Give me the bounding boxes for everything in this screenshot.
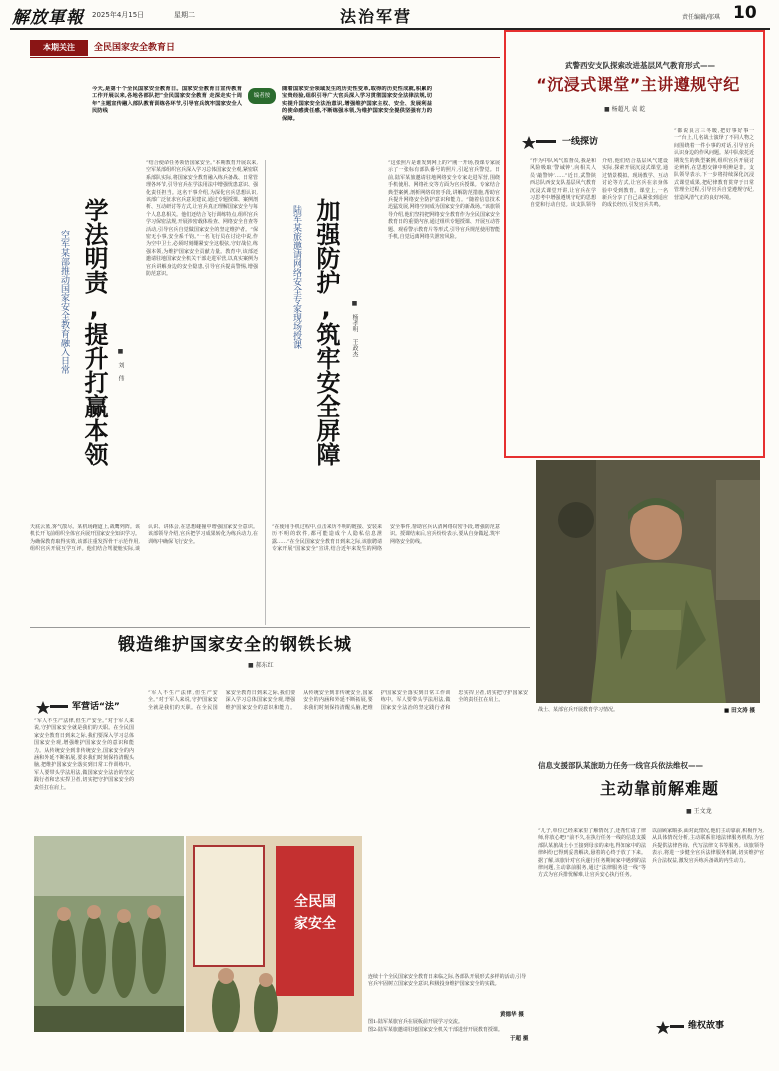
article2-title: 加强防护,筑牢安全屏障 xyxy=(312,198,340,466)
art3-photo-credit-2: 于超 摄 xyxy=(510,1036,529,1042)
intro-left: 今天,是第十个全民国家安全教育日。国家安全教育日宣传教育工作开展以来,各地各部队把“全民国家安全教育 走深走实十周年”主题宣传融入部队教育训练各环节,引导官兵筑牢国家安全人民防线 xyxy=(92,86,242,115)
article3-title: 锻造维护国家安全的钢铁长城 xyxy=(118,635,352,655)
sidebar-right: “都说良言三冬暖,把好事好事一一”台上,几名战士演绎了不同人物之间围绕着一件小事的对话,引导官兵认识身边的作风问题。某中队依托近期发生的典型案例,组织官兵开展讨论辨析,在思想交锋中明辨是非。支队领导表示,下一步将持续深化沉浸式课堂成果,把纪律教育贯穿于日常管理全过程,引导官兵自觉遵规守纪,营造风清气正的良好环境。 xyxy=(674,128,754,201)
group-photo xyxy=(34,836,184,1032)
star-icon-2 xyxy=(36,700,50,714)
section-title: 法治军营 xyxy=(340,7,413,26)
photo-caption: 战士、某部官兵开展教育学习情况。 xyxy=(538,707,619,713)
article1-subtitle: 空军某部推动国家安全教育融入日常 xyxy=(59,230,69,374)
subhead-bar xyxy=(50,705,68,708)
sidebar-section: 一线探访 xyxy=(562,137,599,147)
article1-lower: 天底云蓝,雾气散尽。某机场跑道上,战鹰列阵。该机长开飞前组织全体官兵展开国家安全知识学习。为确保教育取得实效,该部注重发挥骨干示范作用,组织官兵开展互学互评。他们结合驾驶舱实际,谈认识、讲体会,在思想碰撞中增强国家安全意识。该部领导介绍,官兵把学习成果转化为练兵动力,在训练中确保飞行安全。 xyxy=(30,524,258,553)
feature-underline xyxy=(30,57,500,58)
art3-caption-3: 图2:陆军某旅邀请驻地国家安全机关干部进营开展教育授课。 xyxy=(368,1027,503,1033)
article4-footer: 维权故事 xyxy=(688,1021,725,1031)
article4-author: ■ 王文龙 xyxy=(686,808,712,815)
article2-author: ■ 杨孝明 王政杰 xyxy=(351,300,358,357)
divider-art1-art2 xyxy=(265,160,266,625)
article4-lead: 信息支援部队某旅助力任务一线官兵依法维权—— xyxy=(538,761,703,770)
article4-body: “儿子,单位已经来家里了解情况了,还帮忙请了律师,你放心吧!”前不久,在执行任务一线的信息支援部队某旅战士小王接到母亲的来电,得知家中的法律纠纷已得到妥善解决,悬着的心终于放了下来。据了解,该旅针对官兵遂行任务期间家中遇到的法律问题,主动靠前服务,通过“法律服务进一线”等方式为官兵排忧解难,让官兵安心执行任务。 xyxy=(538,828,646,879)
masthead xyxy=(0,0,779,30)
sidebar-title: “沉浸式课堂”主讲遵规守纪 xyxy=(536,75,740,94)
star-icon xyxy=(522,135,536,149)
newspaper-logo: 解放軍報 xyxy=(12,8,84,28)
article1-title: 学法明责,提升打赢本领 xyxy=(80,198,108,466)
article4-title: 主动靠前解难题 xyxy=(600,779,720,798)
section-bar xyxy=(536,140,556,143)
article2-lower: “在使用手机过程中,点击来历不明的链接、安装来历不明的软件,都可能造成个人隐私信息泄露……”在全民国家安全教育日到来之际,该旅聘请专家开展“国家安全”宣讲,结合近年来发生的网络安全事件,帮助官兵认清网络窃密手段,增强防范意识。授课结束后,官兵纷纷表示,要从自身做起,筑牢网络安全防线。 xyxy=(272,524,500,553)
svg-text:全民国: 全民国 xyxy=(294,894,336,910)
intro-right: 随着国家安全领域发生的历史性变革,取得的历史性成就,积累的宝贵经验,组织引导广大官兵深入学习贯彻国家安全法律法规,切实提升国家安全法治意识,增强维护国家主权、安全、发展利益的使命感责任感,不断练强本领,为维护国家安全提供坚强有力的保障。 xyxy=(282,86,432,122)
article3-columns: “军人不生产法律,但生产安全。”对于军人来说,守护国家安全就是我们的天职。在全民国家安全教育日到来之际,我们要深入学习总体国家安全观,增强维护国家安全的意识和能力。从传统安全到非传统安全,国家安全的内涵和外延不断拓展,要求我们时刻保持清醒头脑,把维护国家安全落实到日常工作训练中。军人要带头学法用法,做国家安全法治的坚定践行者和忠实捍卫者,切实把守护国家安全的责任扛在肩上。 xyxy=(148,690,528,711)
article3-author: ■ 郝东红 xyxy=(248,662,274,669)
art3-photo-caption: 连续十个全民国家安全教育日来临之际,各部队开展形式多样的活动,引导官兵牢固树立国家安全意识,积极投身维护国家安全的实践。 xyxy=(368,974,527,987)
article1-body: “结合使命任务领悟国家安全。”本期教育开展以来,空军某部组织官兵深入学习总体国家安全观,紧密联系部队实际,将国家安全教育融入练兵备战、日常管理各环节,引导官兵在学法用法中增强忧患意识、强化责任担当。这名干事介绍,为深化官兵思想认识,该部广泛征求官兵意见建议,通过专题授课、案例剖析、互动研讨等方式,让官兵真正理解国家安全与每个人息息相关。他们还结合飞行训练特点,组织官兵学习保密法规,开展涉密载体检查、网络安全自查等活动,引导官兵自觉做国家安全的坚定维护者。“保密无小事,安全系千钧。”一名飞行员在讨论中说,作为空中卫士,必须时刻绷紧安全这根弦,守好战位,练强本领,为维护国家安全贡献力量。教育中,该部还邀请驻地国家安全机关干部走进军营,以真实案例为官兵讲解身边的安全隐患,引导官兵提高警惕,增强防范意识。 xyxy=(146,160,258,278)
star-icon-3 xyxy=(656,1020,670,1034)
display-board-photo xyxy=(186,836,362,1032)
article3-body: “军人不生产法律,但生产安全。”对于军人来说,守护国家安全就是我们的天职。在全民国家安全教育日到来之际,我们要深入学习总体国家安全观,增强维护国家安全的意识和能力。从传统安全到非传统安全,国家安全的内涵和外延不断拓展,要求我们时刻保持清醒头脑,把维护国家安全落实到日常工作训练中。军人要带头学法用法,做国家安全法治的坚定践行者和忠实捍卫者,切实把守护国家安全的责任扛在肩上。 xyxy=(34,718,134,791)
feature-label: 本期关注 xyxy=(30,40,88,56)
article1-author: ■ 刘 伟 xyxy=(117,348,124,381)
issue-weekday: 星期二 xyxy=(174,11,195,19)
editor-note-badge: 编者按 xyxy=(248,88,276,104)
article3-subhead: 军营话“法” xyxy=(72,702,120,712)
sidebar-author: ■ 杨超凡 袁 乾 xyxy=(604,106,646,113)
article4-right: 以前顾家暇多,面对此情况,他们主动靠前,积极作为,从具体情况分析,主动联系驻地法律服务机构,为官兵提供法律咨询、代写法律文书等服务。该旅领导表示,将进一步健全官兵法律服务机制,切实维护官兵合法权益,激发官兵练兵备战的内生动力。 xyxy=(652,828,764,864)
photo-credit: ■ 田文涛 摄 xyxy=(724,708,756,714)
editor-credit: 责任编辑/邬琪 xyxy=(682,14,721,21)
footer-bar xyxy=(670,1025,684,1028)
soldier-photo xyxy=(536,460,760,703)
feature-title: 全民国家安全教育日 xyxy=(94,43,176,53)
art3-photo-credit: 黄德华 摄 xyxy=(500,1012,524,1018)
sidebar-body: “作为中队风气监督员,我是和风险吸取‘警诫钟’,向相关人员‘敲警钟’……”近日,武警陕西总队西安支队基层风气教育沉浸式课堂开讲,让官兵在学习思考中增强遵规守纪的思想自觉和行动自觉。该支队领导介绍,他们结合基层风气建设实际,探索开展沉浸式课堂,通过情景模拟、现场教学、互动讨论等方式,让官兵在亲身体验中受到教育。课堂上,一名新兵分享了自己从紧张到适应的成长经历,引发官兵共鸣。 xyxy=(530,158,668,209)
sidebar-lead: 武警西安支队探索改进基层风气教育形式—— xyxy=(565,61,715,70)
page-number: 10 xyxy=(733,3,757,23)
issue-date: 2025年4月15日 xyxy=(92,11,145,19)
art3-top-rule xyxy=(30,627,530,628)
art3-caption-2: 图1:陆军某旅官兵在展板前开展学习交流。 xyxy=(368,1019,463,1025)
svg-text:家安全: 家安全 xyxy=(294,916,336,932)
article2-body: “这张照片是谁发到网上的?”刚一开场,授课专家展示了一张标有部队番号的照片,引起官兵警觉。日前,陆军某旅邀请驻地网络安全专家走进军营,围绕手机使用、网络社交等方面为官兵授课。专家结合典型案例,剖析网络窃密手段,讲解防范措施,帮助官兵提升网络安全防护意识和能力。“随着信息技术迅猛发展,网络空间成为国家安全的新战场。”该旅领导介绍,他们坚持把网络安全教育作为全民国家安全教育日的重要内容,通过组织专题授课、开展互动答题、观看警示教育片等形式,引导官兵规范使用智能手机,自觉远离网络失泄密风险。 xyxy=(388,160,500,241)
article2-subtitle: 陆军某旅邀请网络安全专家现场授课 xyxy=(291,205,301,349)
